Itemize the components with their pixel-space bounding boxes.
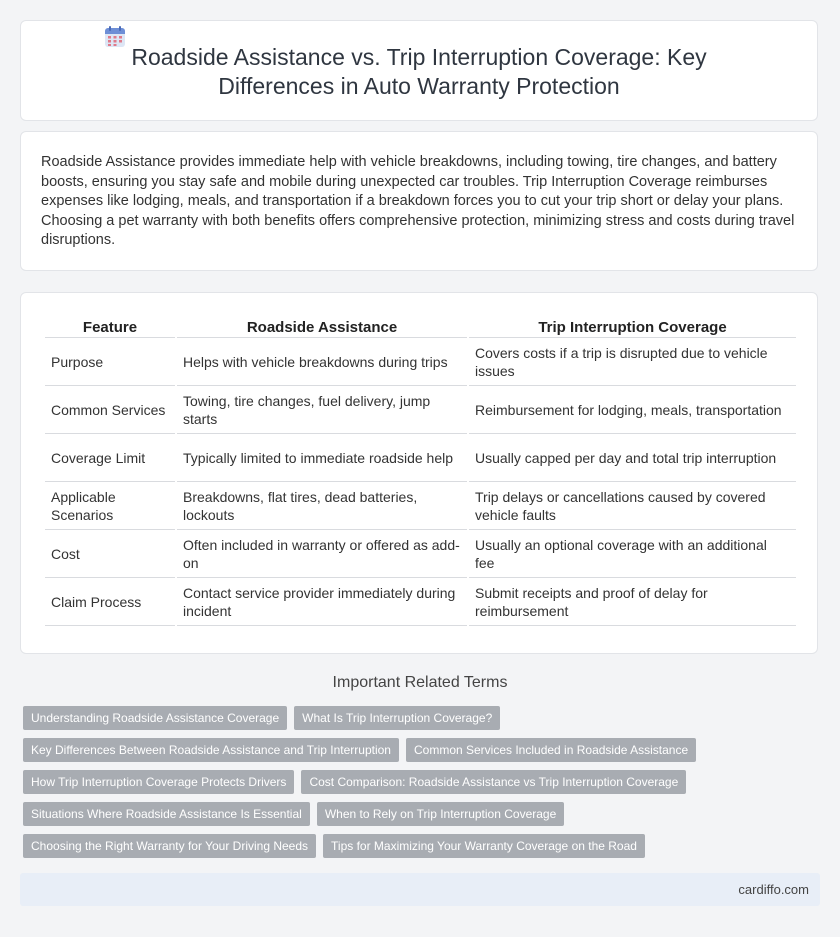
footer [20, 873, 820, 906]
comparison-table [43, 317, 798, 626]
table-cell: Applicable Scenarios [45, 482, 175, 530]
table-row [45, 482, 796, 530]
table-header-row [45, 317, 796, 338]
title-card [20, 20, 818, 121]
table-row [45, 386, 796, 434]
site-name[interactable]: cardiffo.com [738, 882, 809, 897]
related-term-link[interactable]: When to Rely on Trip Interruption Coverage [317, 802, 564, 826]
related-term-link[interactable]: Key Differences Between Roadside Assistance and Trip Interruption [23, 738, 399, 762]
intro-paragraph: Roadside Assistance provides immediate help with vehicle breakdowns, including towing, tire changes, and battery boosts, ensuring you stay safe and mobile during unexpected car troubles. Trip Interruption Coverage reimburses expenses like lodging, meals, and transportation if a breakdown forces you to cut your trip short or delay your plans. Choosing a pet warranty with both benefits offers comprehensive protection, minimizing stress and costs during travel disruptions. [41, 154, 795, 249]
column-header: Trip Interruption Coverage [469, 317, 796, 338]
table-row [45, 434, 796, 482]
table-cell: Trip delays or cancellations caused by covered vehicle faults [469, 482, 796, 530]
related-term-link[interactable]: How Trip Interruption Coverage Protects Drivers [23, 770, 294, 794]
related-term-link[interactable]: What Is Trip Interruption Coverage? [294, 706, 500, 730]
related-term-link[interactable]: Cost Comparison: Roadside Assistance vs Trip Interruption Coverage [301, 770, 686, 794]
related-term-link[interactable]: Choosing the Right Warranty for Your Driving Needs [23, 834, 316, 858]
table-cell: Usually an optional coverage with an additional fee [469, 530, 796, 578]
table-cell: Breakdowns, flat tires, dead batteries, lockouts [177, 482, 467, 530]
table-cell: Submit receipts and proof of delay for reimbursement [469, 578, 796, 626]
related-terms-heading: Important Related Terms [332, 674, 508, 691]
table-row [45, 530, 796, 578]
table-cell: Claim Process [45, 578, 175, 626]
related-term-link[interactable]: Common Services Included in Roadside Assistance [406, 738, 696, 762]
intro-card [20, 131, 818, 271]
column-header: Roadside Assistance [177, 317, 467, 338]
page-title: Roadside Assistance vs. Trip Interruption Coverage: Key Differences in Auto Warranty Protection [131, 44, 707, 99]
table-cell: Towing, tire changes, fuel delivery, jump starts [177, 386, 467, 434]
table-cell: Coverage Limit [45, 434, 175, 482]
table-cell: Covers costs if a trip is disrupted due to vehicle issues [469, 338, 796, 386]
table-row [45, 338, 796, 386]
table-cell: Helps with vehicle breakdowns during trips [177, 338, 467, 386]
table-cell: Contact service provider immediately during incident [177, 578, 467, 626]
related-term-link[interactable]: Situations Where Roadside Assistance Is Essential [23, 802, 310, 826]
table-cell: Usually capped per day and total trip interruption [469, 434, 796, 482]
related-term-link[interactable]: Tips for Maximizing Your Warranty Coverage on the Road [323, 834, 645, 858]
table-cell: Often included in warranty or offered as add-on [177, 530, 467, 578]
table-cell: Reimbursement for lodging, meals, transportation [469, 386, 796, 434]
related-term-link[interactable]: Understanding Roadside Assistance Coverage [23, 706, 287, 730]
table-cell: Cost [45, 530, 175, 578]
table-cell: Purpose [45, 338, 175, 386]
comparison-card [20, 292, 818, 654]
table-cell: Common Services [45, 386, 175, 434]
table-row [45, 578, 796, 626]
column-header: Feature [45, 317, 175, 338]
table-cell: Typically limited to immediate roadside help [177, 434, 467, 482]
related-terms-list [23, 706, 803, 866]
